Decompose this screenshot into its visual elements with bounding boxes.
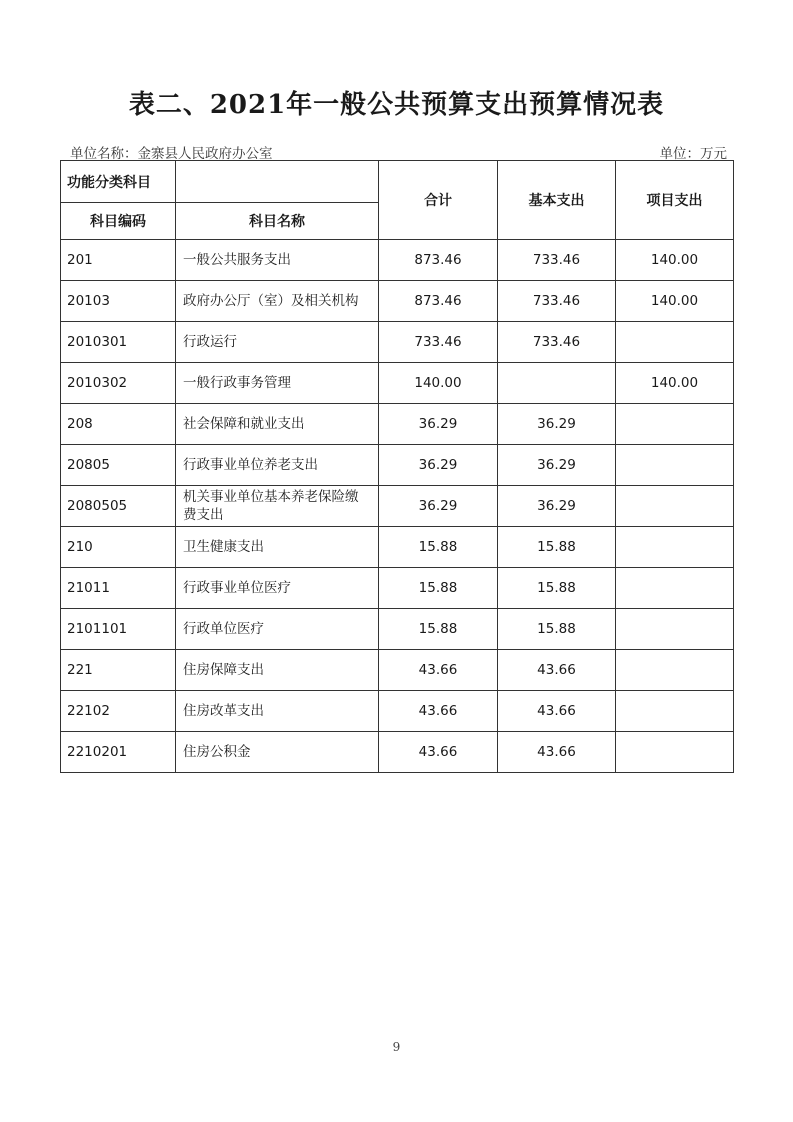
- cell-basic: 43.66: [498, 650, 616, 691]
- header-total: 合计: [379, 161, 498, 240]
- cell-name: 住房公积金: [176, 732, 379, 773]
- cell-total: 15.88: [379, 527, 498, 568]
- cell-project: 140.00: [616, 240, 734, 281]
- cell-code: 2080505: [61, 486, 176, 527]
- cell-name: 行政单位医疗: [176, 609, 379, 650]
- cell-code: 221: [61, 650, 176, 691]
- table-row: [61, 732, 734, 773]
- cell-name: 机关事业单位基本养老保险缴费支出: [176, 486, 379, 527]
- header-project: 项目支出: [616, 161, 734, 240]
- cell-total: 36.29: [379, 445, 498, 486]
- cell-total: 733.46: [379, 322, 498, 363]
- cell-total: 15.88: [379, 568, 498, 609]
- cell-code: 2010301: [61, 322, 176, 363]
- cell-basic: 733.46: [498, 281, 616, 322]
- header-category-blank: [176, 161, 379, 203]
- cell-name: 行政运行: [176, 322, 379, 363]
- cell-code: 208: [61, 404, 176, 445]
- cell-code: 2101101: [61, 609, 176, 650]
- page-number: 9: [392, 1040, 401, 1054]
- cell-name: 行政事业单位养老支出: [176, 445, 379, 486]
- cell-name: 住房改革支出: [176, 691, 379, 732]
- cell-code: 21011: [61, 568, 176, 609]
- unit-name-label: 单位名称：金寨县人民政府办公室: [70, 146, 273, 162]
- cell-basic: 15.88: [498, 527, 616, 568]
- cell-project: [616, 527, 734, 568]
- cell-project: [616, 568, 734, 609]
- cell-total: 36.29: [379, 486, 498, 527]
- cell-code: 210: [61, 527, 176, 568]
- cell-name: 一般行政事务管理: [176, 363, 379, 404]
- budget-table: [60, 160, 734, 773]
- cell-total: 43.66: [379, 732, 498, 773]
- header-name: 科目名称: [176, 203, 379, 240]
- cell-code: 201: [61, 240, 176, 281]
- table-body: [61, 240, 734, 773]
- table-row: [61, 363, 734, 404]
- cell-name: 一般公共服务支出: [176, 240, 379, 281]
- cell-basic: 733.46: [498, 322, 616, 363]
- table-row: [61, 527, 734, 568]
- cell-name: 住房保障支出: [176, 650, 379, 691]
- cell-project: [616, 322, 734, 363]
- table-row: [61, 609, 734, 650]
- table-row: [61, 322, 734, 363]
- cell-basic: 733.46: [498, 240, 616, 281]
- cell-total: 36.29: [379, 404, 498, 445]
- cell-name: 政府办公厅（室）及相关机构: [176, 281, 379, 322]
- cell-project: [616, 609, 734, 650]
- table-row: [61, 404, 734, 445]
- cell-basic: 36.29: [498, 404, 616, 445]
- table-header: [61, 161, 734, 240]
- page-title: 表二、2021年一般公共预算支出预算情况表: [128, 90, 665, 120]
- cell-code: 20103: [61, 281, 176, 322]
- header-category: 功能分类科目: [61, 161, 176, 203]
- cell-project: 140.00: [616, 281, 734, 322]
- cell-basic: 15.88: [498, 568, 616, 609]
- cell-project: [616, 486, 734, 527]
- unit-label: 单位：万元: [659, 146, 727, 162]
- cell-basic: 43.66: [498, 732, 616, 773]
- cell-project: [616, 732, 734, 773]
- cell-total: 15.88: [379, 609, 498, 650]
- cell-code: 2010302: [61, 363, 176, 404]
- cell-project: [616, 445, 734, 486]
- cell-code: 22102: [61, 691, 176, 732]
- cell-project: [616, 691, 734, 732]
- cell-code: 20805: [61, 445, 176, 486]
- cell-project: [616, 650, 734, 691]
- table-row: [61, 691, 734, 732]
- cell-basic: 36.29: [498, 486, 616, 527]
- cell-total: 43.66: [379, 691, 498, 732]
- table-row: [61, 281, 734, 322]
- cell-project: 140.00: [616, 363, 734, 404]
- table-row: [61, 486, 734, 527]
- cell-name: 卫生健康支出: [176, 527, 379, 568]
- cell-code: 2210201: [61, 732, 176, 773]
- cell-basic: 43.66: [498, 691, 616, 732]
- cell-total: 43.66: [379, 650, 498, 691]
- cell-total: 873.46: [379, 240, 498, 281]
- cell-name: 社会保障和就业支出: [176, 404, 379, 445]
- table-row: [61, 240, 734, 281]
- cell-total: 873.46: [379, 281, 498, 322]
- header-code: 科目编码: [61, 203, 176, 240]
- cell-name: 行政事业单位医疗: [176, 568, 379, 609]
- cell-project: [616, 404, 734, 445]
- table-row: [61, 568, 734, 609]
- header-basic: 基本支出: [498, 161, 616, 240]
- cell-basic: 15.88: [498, 609, 616, 650]
- cell-total: 140.00: [379, 363, 498, 404]
- table-row: [61, 445, 734, 486]
- cell-basic: 36.29: [498, 445, 616, 486]
- cell-basic: [498, 363, 616, 404]
- table-row: [61, 650, 734, 691]
